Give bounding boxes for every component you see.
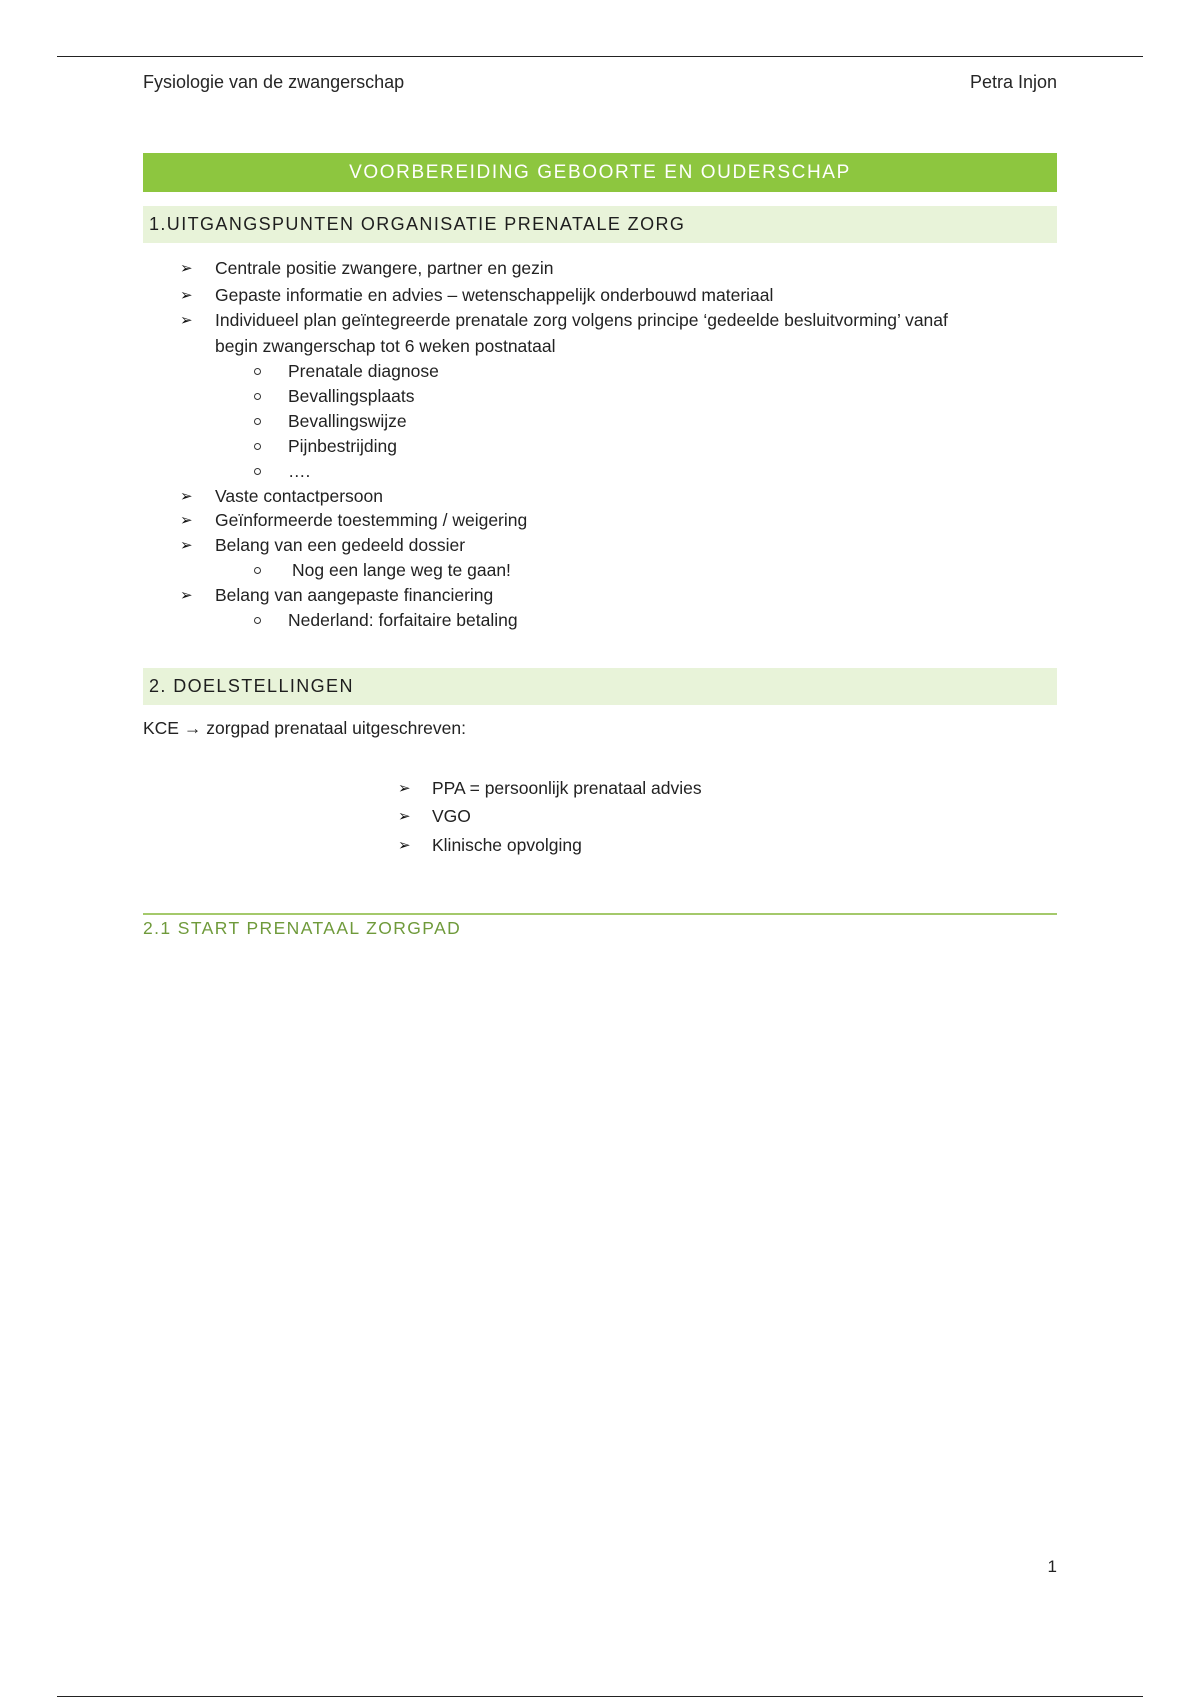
footer-rule (57, 1696, 1143, 1697)
list-item: Vaste contactpersoon (215, 486, 383, 506)
page-number: 1 (1047, 1557, 1057, 1576)
circle-bullet-icon (254, 393, 261, 400)
list-item: PPA = persoonlijk prenataal advies (432, 778, 702, 798)
circle-bullet-icon (254, 468, 261, 475)
list-item: Geïnformeerde toestemming / weigering (215, 510, 528, 530)
arrow-bullet-icon: ➢ (180, 488, 193, 505)
circle-bullet-icon (254, 567, 261, 574)
arrow-bullet-icon: ➢ (180, 260, 193, 277)
circle-bullet-icon (254, 368, 261, 375)
circle-bullet-icon (254, 443, 261, 450)
section-heading-uitgangspunten: 1.UITGANGSPUNTEN ORGANISATIE PRENATALE ZORG (143, 206, 1057, 243)
document-header-author: Petra Injon (969, 72, 1057, 92)
arrow-bullet-icon: ➢ (398, 780, 411, 797)
section-heading-doelstellingen: 2. DOELSTELLINGEN (143, 668, 1057, 705)
arrow-bullet-icon: ➢ (180, 312, 193, 329)
sub-list-item: Pijnbestrijding (288, 436, 397, 456)
subsection-heading-start-zorgpad: 2.1 START PRENATAAL ZORGPAD (143, 918, 462, 938)
arrow-bullet-icon: ➢ (180, 512, 193, 529)
list-item: Belang van een gedeeld dossier (215, 535, 466, 555)
list-item-continuation: begin zwangerschap tot 6 weken postnataal (215, 336, 556, 356)
list-item: Individueel plan geïntegreerde prenatale zorg volgens principe ‘gedeelde besluitvorming’ vanaf (215, 310, 948, 330)
sub-list-item: Prenatale diagnose (288, 361, 439, 381)
list-item: Klinische opvolging (432, 835, 582, 855)
arrow-bullet-icon: ➢ (180, 587, 193, 604)
sub-list-item: Bevallingsplaats (288, 386, 415, 406)
arrow-bullet-icon: ➢ (398, 837, 411, 854)
section-intro-text: KCE → zorgpad prenataal uitgeschreven: (143, 718, 466, 738)
circle-bullet-icon (254, 617, 261, 624)
header-rule (57, 56, 1143, 57)
sub-list-item: Bevallingswijze (288, 411, 407, 431)
sub-list-item: …. (288, 461, 311, 481)
document-header-title: Fysiologie van de zwangerschap (143, 72, 405, 92)
list-item: Centrale positie zwangere, partner en gezin (215, 258, 554, 278)
sub-list-item: Nog een lange weg te gaan! (292, 560, 511, 580)
arrow-bullet-icon: ➢ (180, 537, 193, 554)
list-item: VGO (432, 806, 471, 826)
list-item: Gepaste informatie en advies – wetenschappelijk onderbouwd materiaal (215, 285, 774, 305)
page-title: VOORBEREIDING GEBOORTE EN OUDERSCHAP (143, 153, 1057, 192)
subsection-rule (143, 913, 1057, 915)
arrow-bullet-icon: ➢ (398, 808, 411, 825)
list-item: Belang van aangepaste financiering (215, 585, 494, 605)
circle-bullet-icon (254, 418, 261, 425)
arrow-bullet-icon: ➢ (180, 287, 193, 304)
sub-list-item: Nederland: forfaitaire betaling (288, 610, 518, 630)
